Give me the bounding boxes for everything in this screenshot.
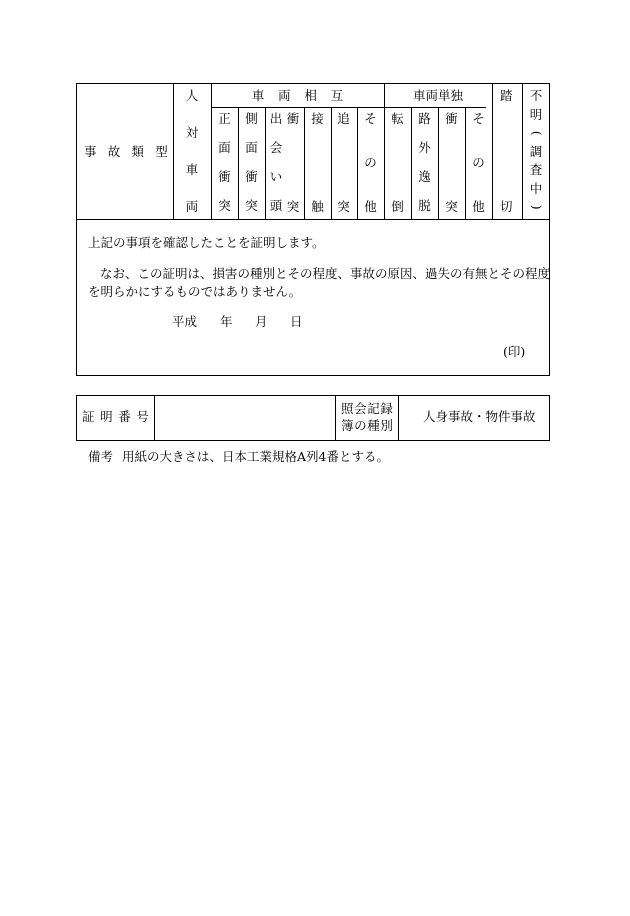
date-day: 日 — [290, 314, 303, 329]
remarks-text: 用紙の大きさは、日本工業規格A列4番とする。 — [122, 449, 389, 464]
table-left-border — [76, 395, 77, 440]
table-right-border — [549, 83, 550, 375]
col-divider — [357, 107, 358, 219]
col-overturn: 転 倒 — [391, 111, 404, 214]
person-vs-vehicle-label: 人 対 車 両 — [185, 88, 199, 215]
col-divider — [238, 107, 239, 219]
col-divider — [331, 107, 332, 219]
record-type-label-line2: 簿の種別 — [341, 418, 394, 433]
col-divider — [384, 83, 385, 219]
certificate-note-line1: なお、この証明は、損害の種別とその程度、事故の原因、過失の有無とその程度 — [100, 266, 551, 281]
col-rear-end: 追 突 — [337, 111, 350, 214]
accident-type-label: 事故類型 — [84, 144, 180, 159]
col-divider — [265, 107, 266, 219]
table-right-border — [549, 395, 550, 440]
table-top-border — [76, 395, 550, 396]
col-single-collision: 衝 突 — [445, 111, 458, 214]
certificate-note-line2: を明らかにするものではありません。 — [88, 284, 302, 299]
col-contact: 接 触 — [311, 111, 324, 214]
table-mid-border — [76, 219, 550, 220]
certificate-number-label: 証明番号 — [82, 409, 155, 424]
col-divider — [438, 107, 439, 219]
table-top-border — [76, 83, 550, 84]
other-char: の — [472, 154, 485, 170]
col-encounter-right: 衝 突 — [286, 111, 300, 214]
other-char: そ — [364, 111, 377, 126]
other-char: の — [364, 154, 377, 170]
table-bottom-border — [76, 440, 550, 441]
record-type-label-line1: 照会記録 — [341, 401, 394, 416]
col-encounter-left: 出 会 い 頭 — [269, 111, 283, 214]
seal-mark: (印) — [503, 344, 526, 359]
col-divider — [304, 107, 305, 219]
other-char: 他 — [472, 198, 485, 214]
vehicle-mutual-header: 車両相互 — [251, 88, 357, 103]
header-divider — [211, 107, 486, 108]
col-head-on-collision: 正 面 衝 突 — [218, 111, 231, 214]
vehicle-single-header: 車両単独 — [412, 88, 463, 103]
record-type-value: 人身事故・物件事故 — [423, 409, 536, 424]
remarks-label: 備考 — [88, 449, 114, 464]
col-other-mutual — [362, 113, 379, 213]
table-left-border — [76, 83, 77, 375]
col-road-departure: 路 外 逸 脱 — [418, 111, 431, 214]
col-divider — [335, 395, 336, 440]
col-divider — [492, 83, 493, 219]
col-divider — [211, 83, 212, 219]
col-unknown: 不 明 ( 調 査 中 ) — [529, 88, 545, 211]
col-divider — [522, 83, 523, 219]
col-divider — [398, 395, 399, 440]
date-year: 年 — [220, 314, 233, 329]
date-month: 月 — [255, 314, 268, 329]
col-divider — [465, 107, 466, 219]
date-era: 平成 — [172, 314, 198, 329]
table-bottom-border — [76, 375, 550, 376]
railroad-crossing-top: 踏 — [500, 88, 513, 103]
col-divider — [411, 107, 412, 219]
other-char: 他 — [364, 198, 377, 214]
certificate-statement: 上記の事項を確認したことを証明します。 — [88, 235, 325, 250]
col-side-collision: 側 面 衝 突 — [245, 111, 258, 214]
railroad-crossing-bottom: 切 — [500, 199, 513, 214]
col-other-single — [470, 113, 487, 213]
other-char: そ — [472, 111, 485, 126]
